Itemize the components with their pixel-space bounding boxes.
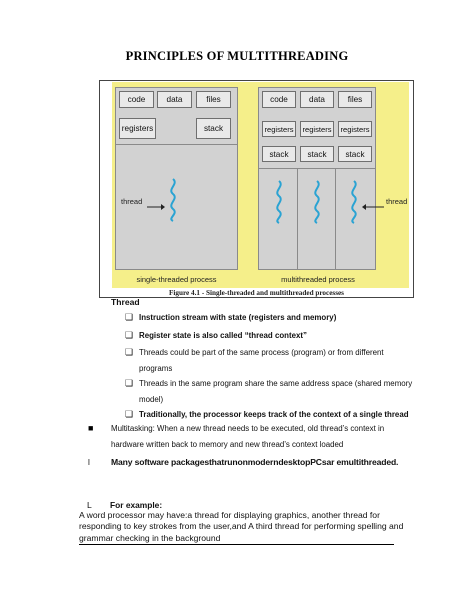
checkbox-icon: ❏ bbox=[125, 312, 134, 322]
single-divider bbox=[116, 144, 237, 145]
single-registers-box: registers bbox=[119, 118, 156, 139]
multi-stack-box-2: stack bbox=[300, 146, 334, 162]
wavy-thread-icon bbox=[347, 180, 361, 224]
multi-thread-label: thread bbox=[386, 197, 408, 206]
multi-stack-box-3: stack bbox=[338, 146, 372, 162]
single-code-box: code bbox=[119, 91, 154, 108]
multi-process-label: multithreaded process bbox=[281, 275, 355, 284]
wavy-thread-icon bbox=[310, 180, 324, 224]
multithreaded-panel bbox=[258, 87, 376, 270]
single-stack-box: stack bbox=[196, 118, 231, 139]
wavy-thread-icon bbox=[166, 178, 180, 222]
thread-item-text: Traditionally, the processor keeps track of the context of a single thread bbox=[139, 410, 409, 419]
thread-heading: Thread bbox=[111, 297, 140, 307]
figure-caption: Figure 4.1 - Single-threaded and multithreaded processes bbox=[169, 289, 344, 297]
page-title: PRINCIPLES OF MULTITHREADING bbox=[125, 49, 349, 63]
software-marker: l bbox=[88, 457, 90, 467]
square-bullet-icon: ■ bbox=[88, 423, 94, 433]
multi-thread-separator-1 bbox=[297, 168, 298, 269]
example-line-1: A word processor may have:a thread for displaying graphics, another thread for bbox=[79, 510, 380, 520]
checkbox-icon: ❏ bbox=[125, 347, 134, 357]
example-underline bbox=[79, 544, 394, 545]
single-thread-label: thread bbox=[121, 197, 143, 206]
example-heading: For example: bbox=[110, 500, 163, 510]
arrow-left-icon bbox=[362, 198, 384, 206]
multi-code-box: code bbox=[262, 91, 296, 108]
wavy-thread-icon bbox=[272, 180, 286, 224]
arrow-right-icon bbox=[147, 198, 165, 206]
multi-registers-box-2: registers bbox=[300, 121, 334, 137]
multi-files-box: files bbox=[338, 91, 372, 108]
thread-item-text: Instruction stream with state (registers and memory) bbox=[139, 313, 337, 322]
example-line-3: grammar checking in the background bbox=[79, 533, 221, 543]
checkbox-icon: ❏ bbox=[125, 409, 134, 419]
single-data-box: data bbox=[157, 91, 192, 108]
multitasking-line-1: Multitasking: When a new thread needs to be executed, old thread’s context in bbox=[111, 424, 385, 433]
thread-item-text: Threads in the same program share the same address space (shared memory bbox=[139, 379, 413, 388]
thread-item-text-cont: programs bbox=[139, 364, 173, 373]
thread-item-text: Threads could be part of the same process (program) or from different bbox=[139, 348, 384, 357]
software-line: Many software packagesthatrunonmoderndesktopPCsar emultithreaded. bbox=[111, 457, 399, 467]
thread-item-text: Register state is also called “thread context” bbox=[139, 331, 307, 340]
single-files-box: files bbox=[196, 91, 231, 108]
example-line-2: responding to key strokes from the user,and A third thread for performing spelling and bbox=[79, 521, 404, 531]
multi-registers-box-1: registers bbox=[262, 121, 296, 137]
multi-data-box: data bbox=[300, 91, 334, 108]
multi-registers-box-3: registers bbox=[338, 121, 372, 137]
thread-item-text-cont: model) bbox=[139, 395, 164, 404]
multi-thread-separator-2 bbox=[335, 168, 336, 269]
single-process-label: single-threaded process bbox=[136, 275, 217, 284]
checkbox-icon: ❏ bbox=[125, 378, 134, 388]
example-marker: L bbox=[87, 500, 92, 510]
multi-stack-box-1: stack bbox=[262, 146, 296, 162]
checkbox-icon: ❏ bbox=[125, 330, 134, 340]
multi-divider bbox=[259, 168, 375, 169]
multitasking-line-2: hardware written back to memory and new thread’s context loaded bbox=[111, 440, 344, 449]
